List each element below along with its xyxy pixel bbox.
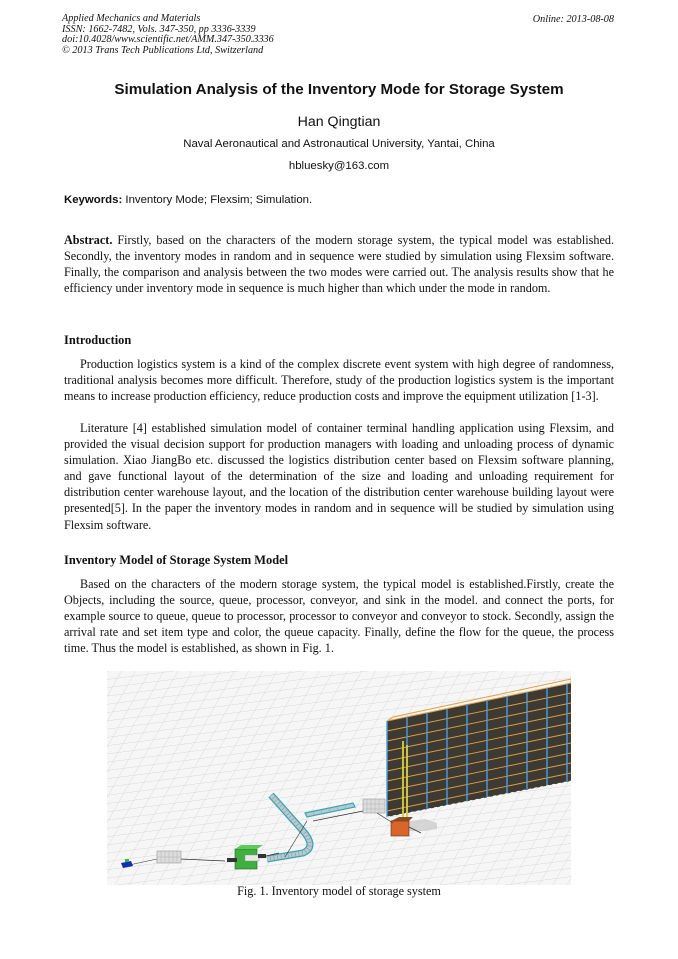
affiliation: Naval Aeronautical and Astronautical University, Yantai, China <box>183 138 495 150</box>
keywords <box>64 194 312 206</box>
intro-paragraph-2: Literature [4] established simulation model of container terminal handling application using Flexsim, and provided the visual decision support for production managers with loading and unloading process of dynamic simulation. Xiao JiangBo etc. discussed the logistics distribution center based on Flexsim software planning, and gave functional layout of the determination of the size and loading and unloading requirement for distribution center warehouse layout, and the location of the distribution center warehouse building layout were presented[5]. In the paper the inventory modes in random and in sequence will be studied by simulation using Flexsim software. <box>64 421 614 532</box>
journal-header <box>62 14 274 56</box>
abstract-label: Abstract. <box>64 233 113 247</box>
inventory-model-paragraph: Based on the characters of the modern storage system, the typical model is established.Firstly, create the Objects, including the source, queue, processor, conveyor, and sink in the model. and connect the ports, for example source to queue, queue to processor, processor to conveyor and conveyor to stock. Secondly, assign the arrival rate and set item type and color, the queue capacity. Finally, define the flow for the queue, the process time. Thus the model is established, as shown in Fig. 1. <box>64 577 614 656</box>
flexsim-model-illustration <box>107 671 571 885</box>
abstract-text: Firstly, based on the characters of the modern storage system, the typical model was established. Secondly, the inventory modes in random and in sequence were studied by simulation using Flexsim software. Finally, the comparison and analysis between the two modes were carried out. The analysis results show that he efficiency under inventory mode in sequence is much higher than which under the mode in random. <box>64 233 614 296</box>
author-email[interactable]: hbluesky@163.com <box>288 160 390 172</box>
journal-name: Applied Mechanics and Materials <box>62 13 201 24</box>
paper-title: Simulation Analysis of the Inventory Mode for Storage System <box>114 81 564 98</box>
figure-inventory-model <box>107 671 571 885</box>
keywords-list: Inventory Mode; Flexsim; Simulation. <box>122 194 313 206</box>
doi-line: doi:10.4028/www.scientific.net/AMM.347-350.3336 <box>62 34 274 46</box>
author-name: Han Qingtian <box>297 114 381 130</box>
issn-line: ISSN: 1662-7482, Vols. 347-350, pp 3336-3339 <box>62 23 256 35</box>
section-heading-introduction: Introduction <box>64 333 132 347</box>
online-date: Online: 2013-08-08 <box>532 14 614 25</box>
abstract <box>64 232 614 296</box>
figure-caption: Fig. 1. Inventory model of storage system <box>237 884 441 898</box>
copyright-line: © 2013 Trans Tech Publications Ltd, Switzerland <box>62 44 264 56</box>
section-heading-inventory-model: Inventory Model of Storage System Model <box>64 553 289 567</box>
intro-paragraph-1: Production logistics system is a kind of the complex discrete event system with high degree of randomness, traditional analysis becomes more difficult. Therefore, study of the production logistics system is the important means to increase production efficiency, reduce production costs and improve the equipment utilization [1-3]. <box>64 357 614 404</box>
keywords-label: Keywords: <box>64 194 123 206</box>
